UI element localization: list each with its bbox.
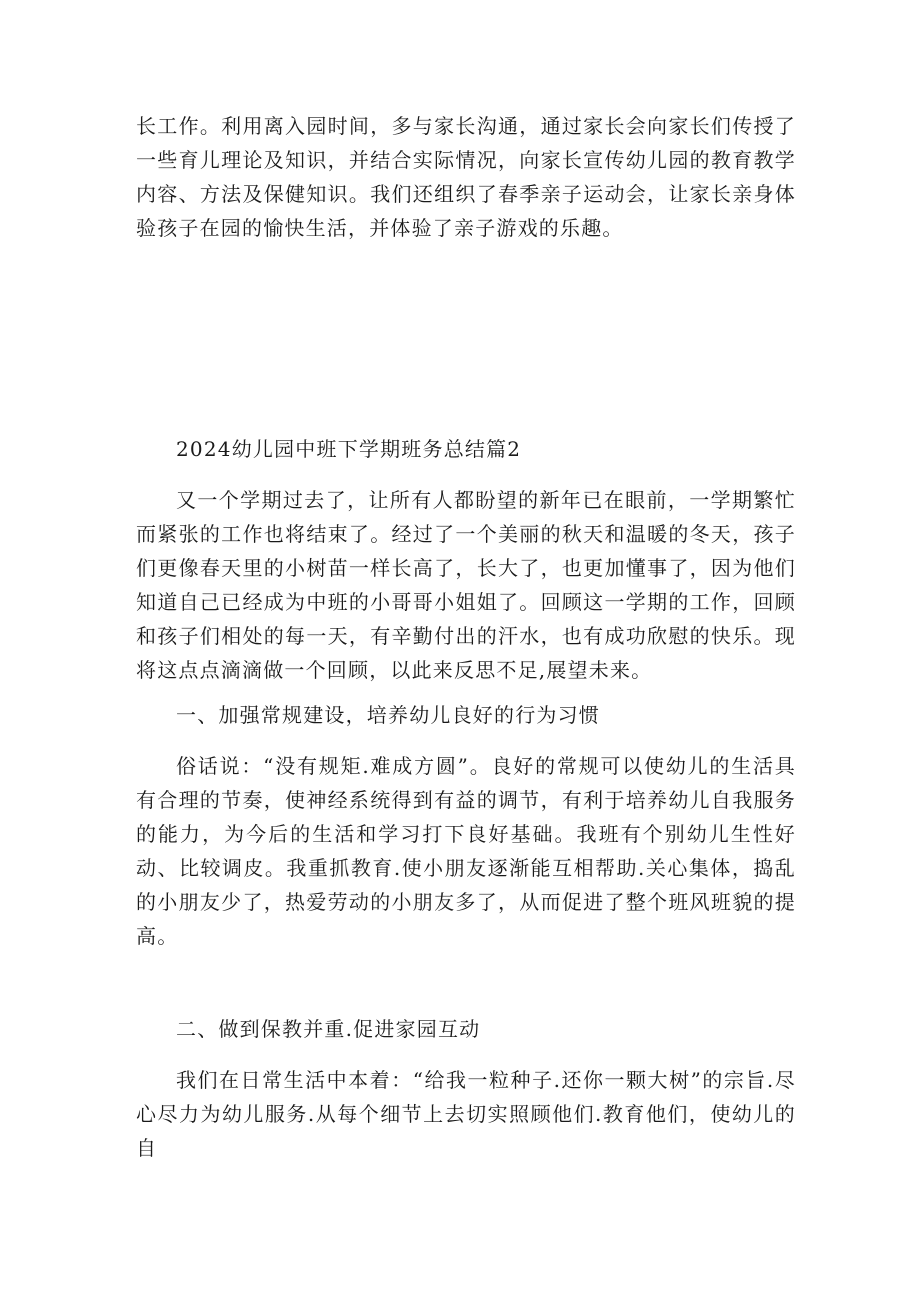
- paragraph-care-details: 我们在日常生活中本着：“给我一粒种子.还你一颗大树”的宗旨.尽心尽力为幼儿服务.从每个细节上去切实照顾他们.教育他们，使幼儿的自: [136, 1068, 796, 1160]
- heading-care-and-education: 二、做到保教并重.促进家园互动: [176, 1017, 481, 1041]
- heading-routine-building: 一、加强常规建设，培养幼儿良好的行为习惯: [176, 703, 600, 727]
- paragraph-semester-review: 又一个学期过去了，让所有人都盼望的新年已在眼前，一学期繁忙而紧张的工作也将结束了。经过了一个美丽的秋天和温暖的冬天，孩子们更像春天里的小树苗一样长高了，长大了，也更加懂事了，因为他们知道自己已经成为中班的小哥哥小姐姐了。回顾这一学期的工作，回顾和孩子们相处的每一天，有辛勤付出的汗水，也有成功欣慰的快乐。现将这点点滴滴做一个回顾，以此来反思不足,展望未来。: [136, 488, 796, 682]
- paragraph-parent-communication: 长工作。利用离入园时间，多与家长沟通，通过家长会向家长们传授了一些育儿理论及知识，并结合实际情况，向家长宣传幼儿园的教育教学内容、方法及保健知识。我们还组织了春季亲子运动会，让家长亲身体验孩子在园的愉快生活，并体验了亲子游戏的乐趣。: [136, 114, 796, 240]
- paragraph-routine-details: 俗话说：“没有规矩.难成方圆”。良好的常规可以使幼儿的生活具有合理的节奏，使神经系统得到有益的调节，有利于培养幼儿自我服务的能力，为今后的生活和学习打下良好基础。我班有个别幼儿生性好动、比较调皮。我重抓教育.使小朋友逐渐能互相帮助.关心集体，捣乱的小朋友少了，热爱劳动的小朋友多了，从而促进了整个班风班貌的提高。: [136, 754, 796, 948]
- section-title-part-2: 2024幼儿园中班下学期班务总结篇2: [176, 437, 522, 461]
